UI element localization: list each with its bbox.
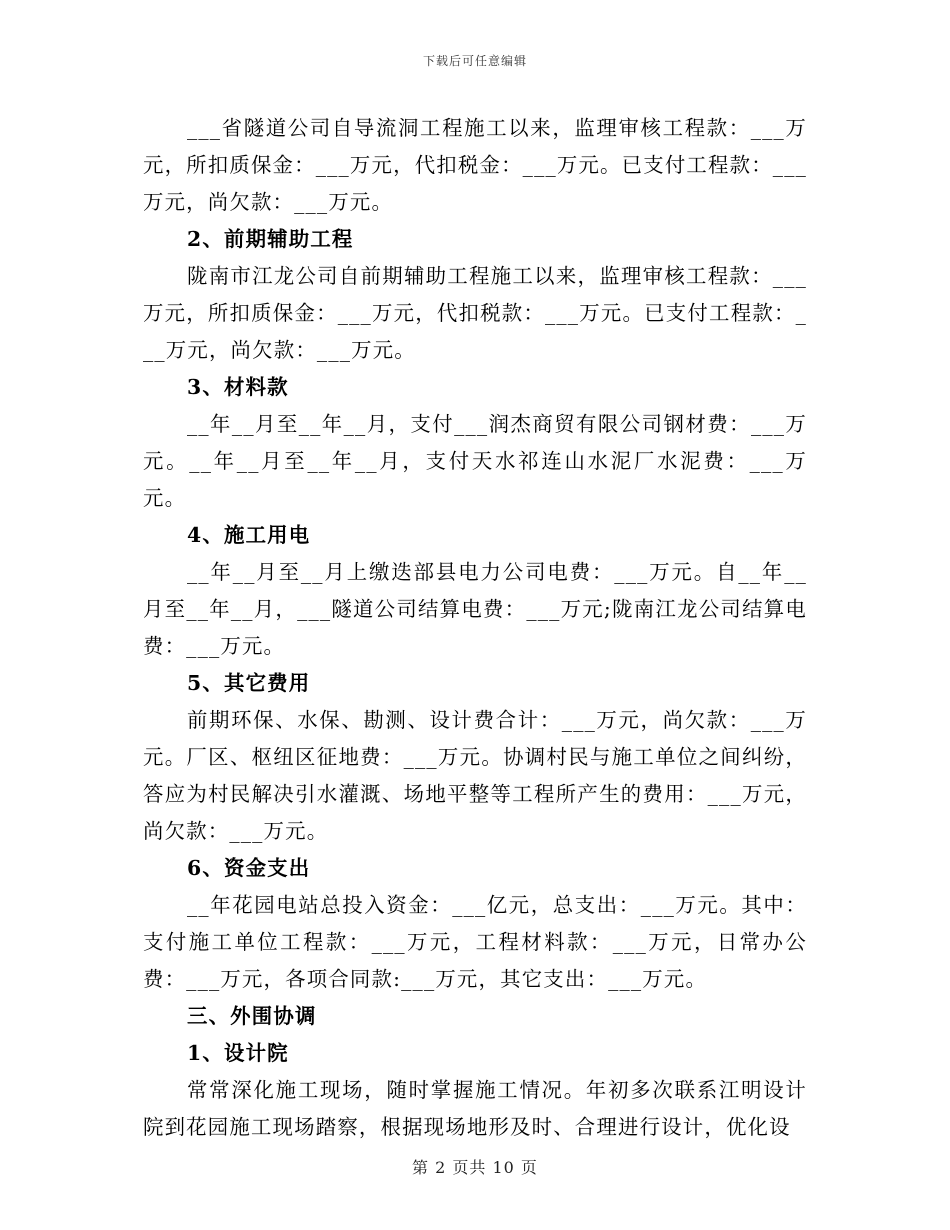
paragraph-auxiliary-works: 陇南市江龙公司自前期辅助工程施工以来，监理审核工程款：___万元，所扣质保金：___万元，代扣税款：___万元。已支付工程款：___万元，尚欠款：___万元。: [143, 264, 807, 362]
page-footer: 第 2 页共 10 页: [412, 1158, 538, 1177]
paragraph-construction-power: __年__月至__月上缴迭部县电力公司电费：___万元。自__年__月至__年__月，___隧道公司结算电费：___万元;陇南江龙公司结算电费：___万元。: [143, 560, 807, 658]
heading-material-payments: 3、材料款: [187, 375, 289, 399]
paragraph-tunnel-company: ___省隧道公司自导流洞工程施工以来，监理审核工程款：___万元，所扣质保金：___万元，代扣税金：___万元。已支付工程款：___万元，尚欠款：___万元。: [143, 116, 807, 214]
heading-design-institute: 1、设计院: [187, 1041, 289, 1065]
paragraph-other-expenses: 前期环保、水保、勘测、设计费合计：___万元，尚欠款：___万元。厂区、枢纽区征地费：___万元。协调村民与施工单位之间纠纷，答应为村民解决引水灌溉、场地平整等工程所产生的费用：___万元，尚欠款：___万元。: [143, 708, 807, 843]
heading-external-coordination: 三、外围协调: [187, 1004, 317, 1028]
heading-fund-expenditure: 6、资金支出: [187, 856, 311, 880]
heading-construction-power: 4、施工用电: [187, 523, 311, 547]
paragraph-fund-expenditure: __年花园电站总投入资金：___亿元，总支出：___万元。其中：支付施工单位工程款：___万元，工程材料款：___万元，日常办公费：___万元，各项合同款:___万元，其它支出：___万元。: [143, 893, 807, 991]
paragraph-material-payments: __年__月至__年__月，支付___润杰商贸有限公司钢材费：___万元。__年__月至__年__月，支付天水祁连山水泥厂水泥费：___万元。: [143, 412, 807, 510]
heading-auxiliary-works: 2、前期辅助工程: [187, 227, 354, 251]
heading-other-expenses: 5、其它费用: [187, 671, 311, 695]
page-header: 下载后可任意编辑: [422, 54, 527, 68]
document-body: [143, 110, 807, 1146]
paragraph-design-institute: 常常深化施工现场，随时掌握施工情况。年初多次联系江明设计院到花园施工现场踏察，根据现场地形及时、合理进行设计，优化设: [143, 1078, 807, 1139]
